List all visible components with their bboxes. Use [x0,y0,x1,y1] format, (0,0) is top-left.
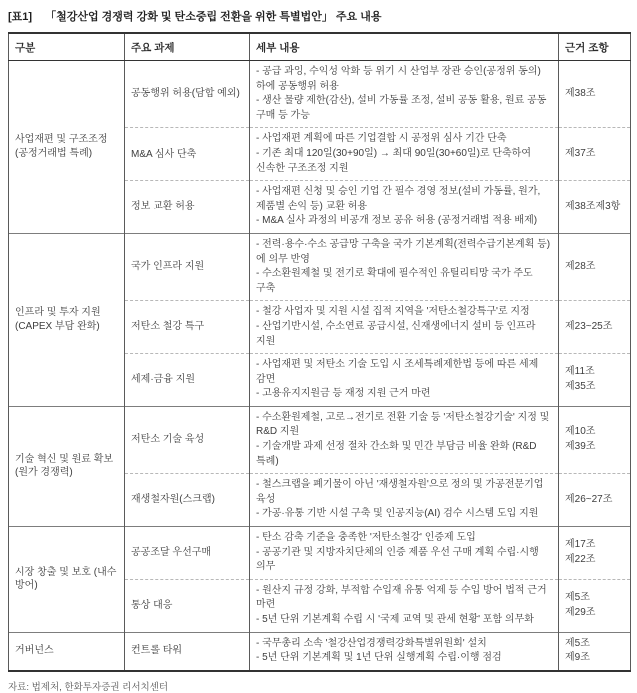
detail-line: - 수소환원제철, 고로→전기로 전환 기술 등 '저탄소철강기술' 지정 및 R&D 지원 [256,411,550,438]
basis-cell [559,354,631,407]
detail-line: - 생산 물량 제한(감산), 설비 가동률 조정, 설비 공동 활용, 원료 공동 구매 등 가능 [256,95,547,121]
detail-cell [250,406,559,473]
detail-line: - 탄소 감축 기준을 충족한 '저탄소철강' 인증제 도입 [256,532,476,544]
detail-line: - 철스크랩을 폐기물이 아닌 '재생철자원'으로 정의 및 가공전문기업 육성 [256,479,544,505]
basis-line: 제37조 [565,147,596,159]
table-row [9,406,631,473]
detail-line: - 공공기관 및 지방자치단체의 인증 제품 우선 구매 계획 수립·시행 의무 [256,546,539,573]
basis-cell [559,233,631,300]
basis-line: 제28조 [565,260,596,272]
detail-line: - 사업재편 및 저탄소 기술 도입 시 조세특례제한법 등에 따른 세제 감면 [256,359,539,385]
detail-cell [250,61,559,128]
detail-cell [250,181,559,234]
figure-number: [표1] [8,11,33,23]
detail-cell [250,579,559,632]
task-cell: 통상 대응 [125,579,250,632]
detail-cell [250,301,559,354]
basis-cell [559,128,631,181]
category-cell: 거버넌스 [9,632,125,671]
basis-line: 제38조제3항 [565,200,621,212]
detail-line: - 가공·유통 기반 시설 구축 및 인공지능(AI) 검수 시스템 도입 지원 [256,508,539,520]
detail-line: - 철강 사업자 및 지원 시설 집적 지역을 '저탄소철강특구'로 지정 [256,306,530,318]
basis-line: 제22조 [565,553,596,565]
detail-line: - 사업재편 계획에 따른 기업결합 시 공정위 심사 기간 단축 [256,133,507,145]
basis-line: 제39조 [565,441,596,453]
main-table [8,32,631,672]
basis-cell [559,301,631,354]
basis-line: 제11조 [565,366,595,378]
detail-cell [250,128,559,181]
detail-line: - 5년 단위 기본계획 및 1년 단위 실행계획 수립·이행 점검 [256,652,502,664]
figure-title [8,8,630,24]
basis-line: 제5조 [565,592,590,604]
detail-cell [250,354,559,407]
task-cell: 재생철자원(스크랩) [125,474,250,527]
table-body [9,61,631,671]
detail-line: - 공급 과잉, 수익성 악화 등 위기 시 산업부 장관 승인(공정위 동의) 하에 공동행위 허용 [256,66,541,92]
detail-cell [250,632,559,671]
column-header: 구분 [9,33,125,61]
table-row [9,61,631,128]
header-row [9,33,631,61]
table-row [9,527,631,580]
column-header: 세부 내용 [250,33,559,61]
detail-cell [250,233,559,300]
basis-line: 제23~25조 [565,320,613,332]
basis-line: 제9조 [565,652,590,664]
detail-line: - 기술개발 과제 선정 절차 간소화 및 민간 부담금 비율 완화 (R&D 특례) [256,441,537,467]
basis-line: 제17조 [565,539,596,551]
detail-line: - 고용유지지원금 등 재정 지원 근거 마련 [256,388,431,400]
task-cell: 국가 인프라 지원 [125,233,250,300]
source-note: 자료: 법제처, 한화투자증권 리서치센터 [8,681,169,693]
basis-cell [559,632,631,671]
category-cell: 시장 창출 및 보호 (내수 방어) [9,527,125,633]
column-header: 근거 조항 [559,33,631,61]
detail-line: - 원산지 규정 강화, 부적합 수입재 유통 억제 등 수입 방어 법적 근거 마련 [256,584,547,611]
column-header: 주요 과제 [125,33,250,61]
table-row [9,233,631,300]
task-cell: 컨트롤 타워 [125,632,250,671]
task-cell: 저탄소 철강 특구 [125,301,250,354]
detail-line: - 기존 최대 120일(30+90일) → 최대 90일(30+60일)로 단축하여 신속한 구조조정 지원 [256,147,531,174]
task-cell: 정보 교환 허용 [125,181,250,234]
detail-cell [250,527,559,580]
detail-line: - 산업기반시설, 수소연료 공급시설, 신재생에너지 설비 등 인프라 지원 [256,320,536,347]
basis-line: 제38조 [565,87,596,99]
basis-cell [559,406,631,473]
figure-title-text: 「철강산업 경쟁력 강화 및 탄소중립 전환을 위한 특별법안」 주요 내용 [45,11,382,23]
basis-cell [559,181,631,234]
detail-line: - 사업재편 신청 및 승인 기업 간 필수 경영 정보(설비 가동률, 원가, 제품별 손익 등) 교환 허용 [256,186,541,212]
detail-line: - M&A 실사 과정의 비공개 정보 공유 허용 (공정거래법 적용 배제) [256,215,538,227]
task-cell: M&A 심사 단축 [125,128,250,181]
basis-cell [559,474,631,527]
basis-line: 제29조 [565,606,596,618]
category-cell: 기술 혁신 및 원료 확보(원가 경쟁력) [9,406,125,526]
task-cell: 세제·금융 지원 [125,354,250,407]
basis-cell [559,61,631,128]
basis-line: 제35조 [565,380,596,392]
basis-line: 제10조 [565,426,596,438]
detail-cell [250,474,559,527]
detail-line: - 국무총리 소속 '철강산업경쟁력강화특별위원회' 설치 [256,637,487,649]
detail-line: - 수소환원제철 및 전기로 확대에 필수적인 유틸리티망 국가 주도 구축 [256,268,533,294]
basis-cell [559,579,631,632]
basis-line: 제5조 [565,637,590,649]
detail-line: - 전력·용수·수소 공급망 구축을 국가 기본계획(전력수급기본계획 등)에 의무 반영 [256,238,551,265]
detail-line: - 5년 단위 기본계획 수립 시 '국제 교역 및 관세 현황' 포함 의무화 [256,614,534,625]
table-header [9,33,631,61]
task-cell: 공공조달 우선구매 [125,527,250,580]
category-cell: 인프라 및 투자 지원(CAPEX 부담 완화) [9,233,125,406]
basis-line: 제26~27조 [565,493,613,505]
basis-cell [559,527,631,580]
task-cell: 공동행위 허용(담합 예외) [125,61,250,128]
task-cell: 저탄소 기술 육성 [125,406,250,473]
table-row [9,632,631,671]
category-cell: 사업재편 및 구조조정(공정거래법 특례) [9,61,125,234]
